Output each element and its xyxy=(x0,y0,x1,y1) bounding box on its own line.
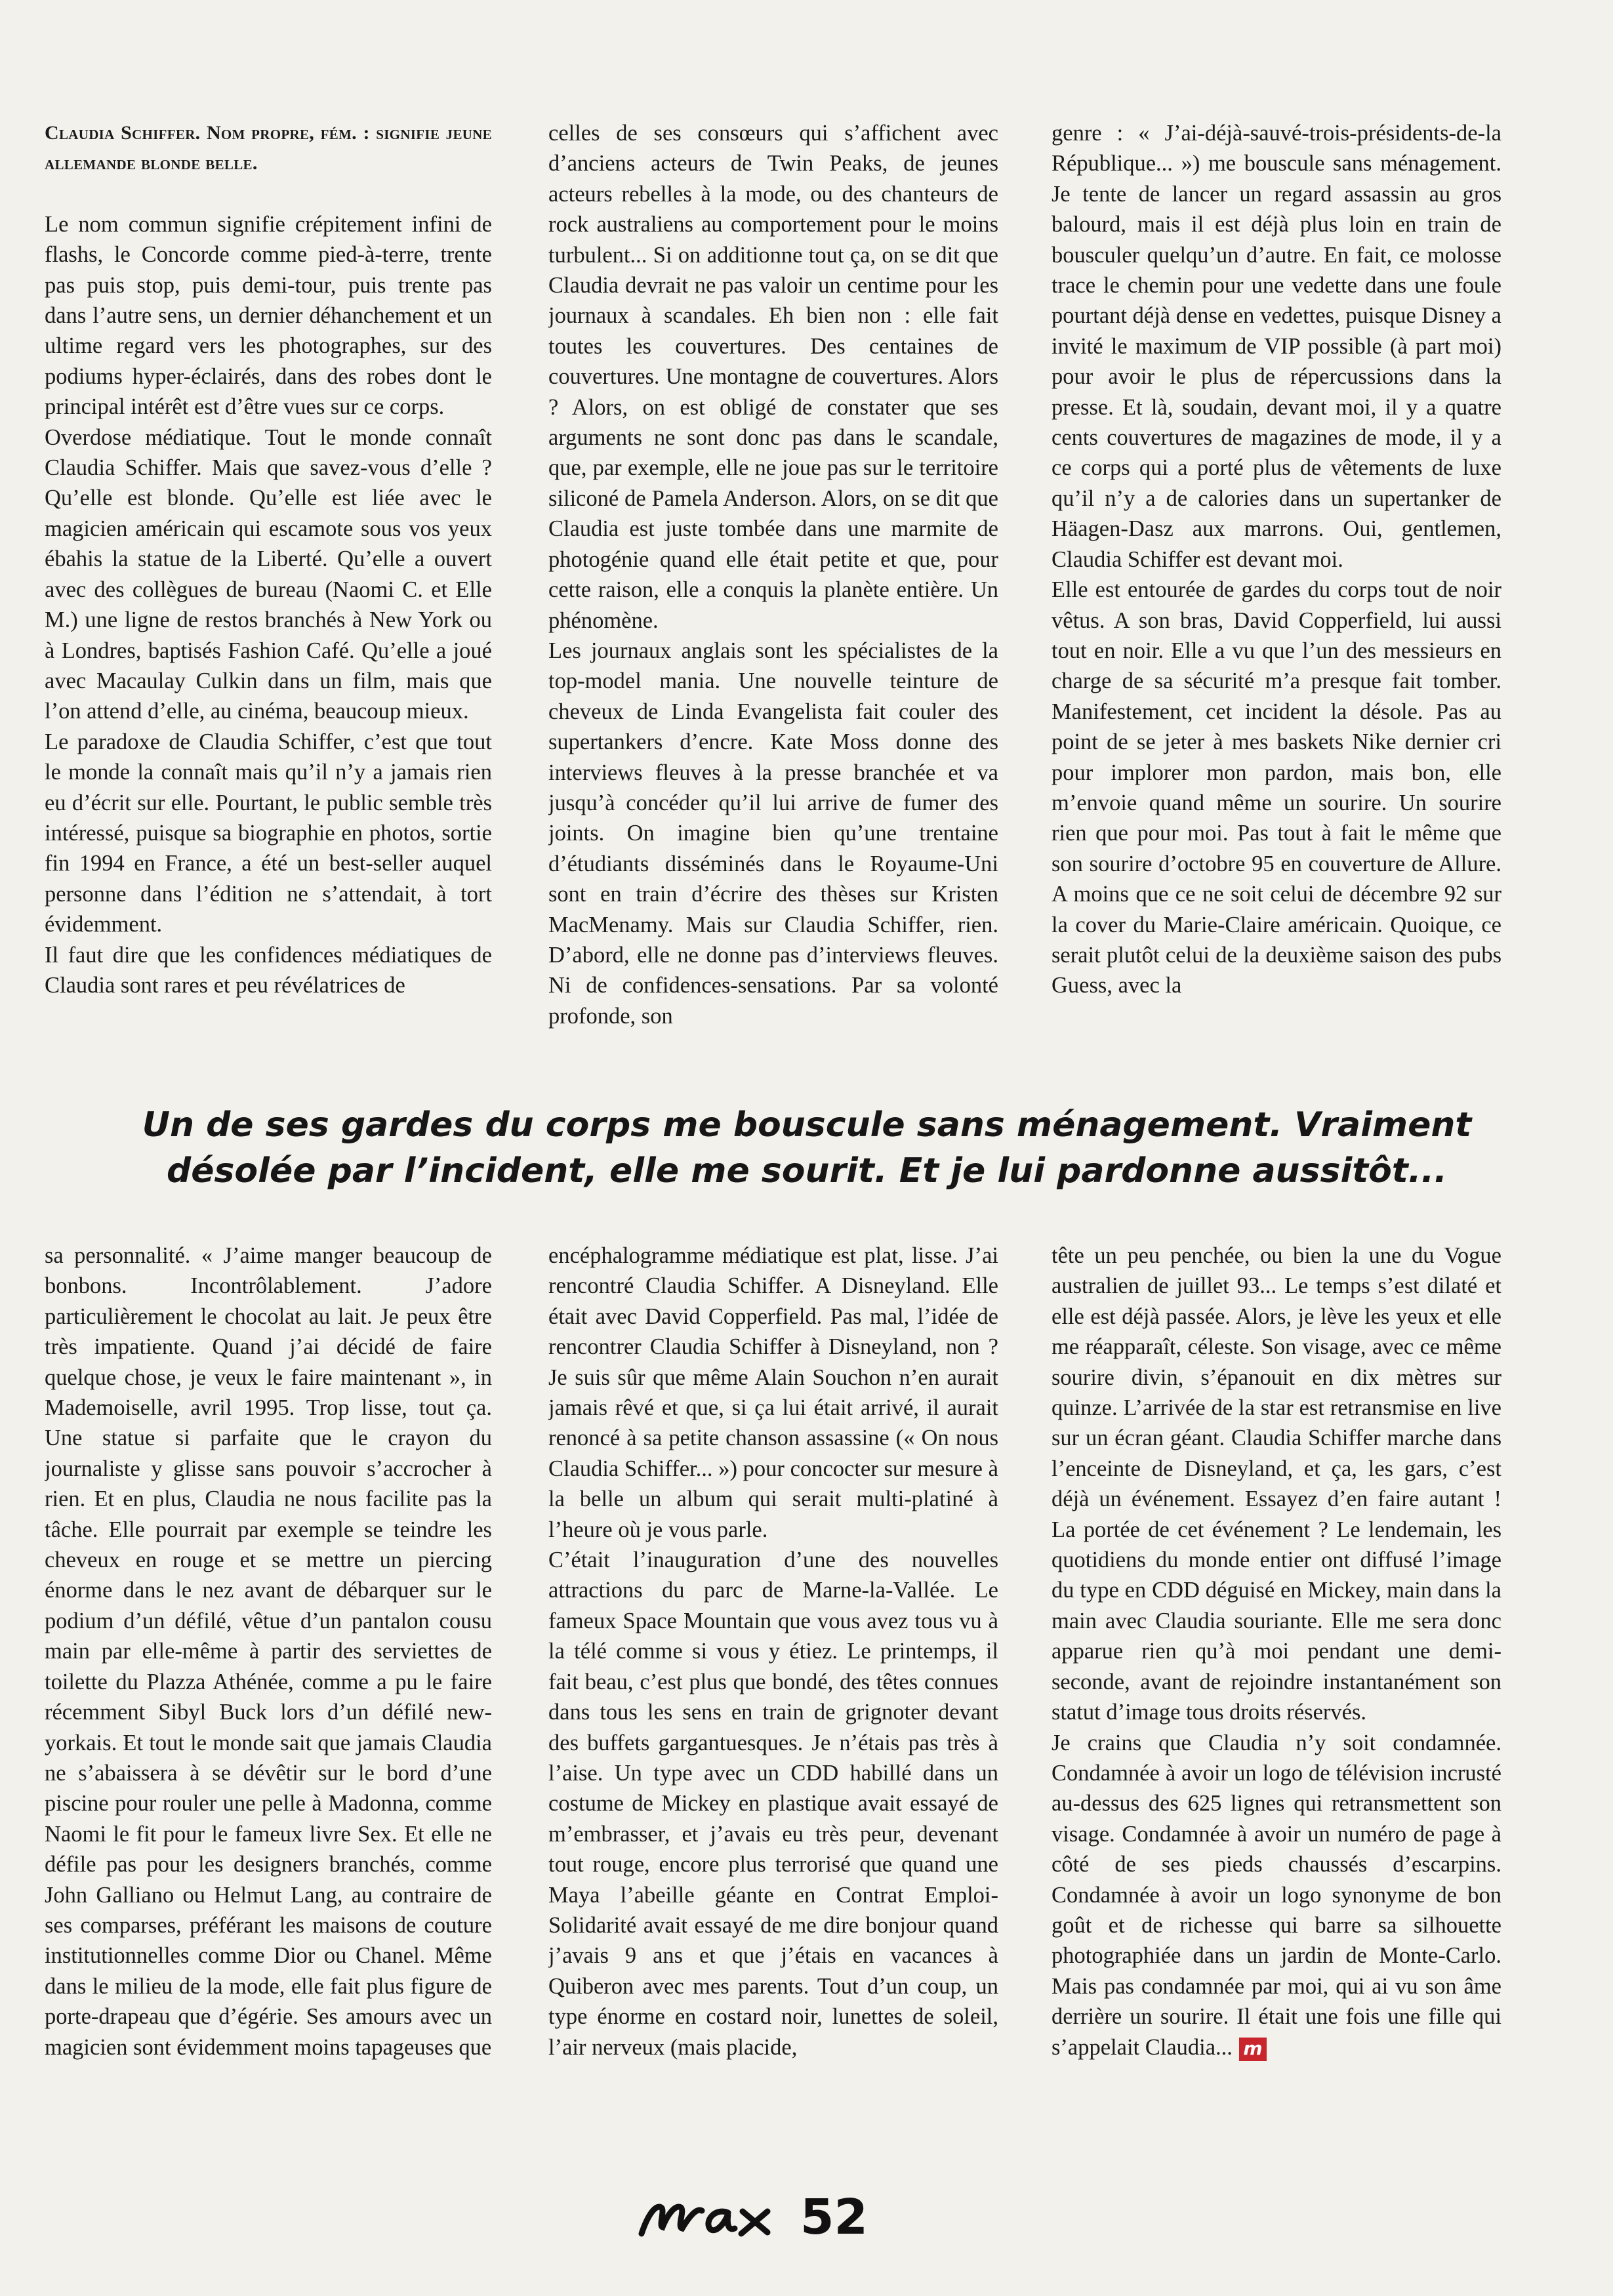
page-footer xyxy=(636,2184,868,2250)
paragraph: Le paradoxe de Claudia Schiffer, c’est que tout le monde la connaît mais qu’il n’y a jamais rien eu d’écrit sur elle. Pourtant, le public semble très intéressé, puisque sa biographie en photos, sortie fin 1994 en France, a été un best-seller auquel personne dans l’édition ne s’attendait, à tort évidemment. xyxy=(45,729,492,937)
paragraph: Overdose médiatique. Tout le monde connaît Claudia Schiffer. Mais que savez-vous d’elle ? Qu’elle est blonde. Qu’elle est liée avec le magicien américain qui escamote sous vos yeux ébahis la statue de la Liberté. Qu’elle a ouvert avec des collègues de bureau (Naomi C. et Elle M.) une ligne de restos branchés à New York ou à Londres, baptisés Fashion Café. Qu’elle a joué avec Macaulay Culkin dans un film, mais que l’on attend d’elle, au cinéma, beaucoup mieux. xyxy=(45,424,492,724)
paragraph-text: Je crains que Claudia n’y soit condamnée. Condamnée à avoir un logo de télévision incrusté au-dessus des 625 lignes qui retransmettent son visage. Condamnée à avoir un numéro de page à côté de ses pieds chaussés d’escarpins. Condamnée à avoir un logo synonyme de bon goût et de richesse qui barre sa silhouette photographiée dans un jardin de Monte-Carlo. Mais pas condamnée par moi, qui ai vu son âme derrière un sourire. Il était une fois une fille qui s’appelait Claudia... xyxy=(1052,1730,1501,2060)
article-lead: Claudia Schiffer. Nom propre, fém. : signifie jeune allemande blonde belle. xyxy=(45,122,492,174)
column-2-bottom xyxy=(548,1240,998,2152)
column-2-top xyxy=(548,118,998,1082)
column-1-bottom xyxy=(45,1240,492,2152)
end-mark-icon: m xyxy=(1239,2038,1267,2061)
column-3-bottom xyxy=(1052,1240,1501,2152)
column-1-top xyxy=(45,118,492,1082)
paragraph: Les journaux anglais sont les spécialistes de la top-model mania. Une nouvelle teinture de cheveux de Linda Evangelista fait couler des supertankers d’encre. Kate Moss donne des interviews fleuves à la presse branchée et va jusqu’à concéder qu’il lui arrive de fumer des joints. On imagine bien qu’une trentaine d’étudiants disséminés dans le Royaume-Uni sont en train d’écrire des thèses sur Kristen MacMenamy. Mais sur Claudia Schiffer, rien. D’abord, elle ne donne pas d’interviews fleuves. Ni de confidences-sensations. Par sa volonté profonde, son xyxy=(548,638,998,1029)
page-number: 52 xyxy=(800,2189,868,2245)
paragraph: C’était l’inauguration d’une des nouvelles attractions du parc de Marne-la-Vallée. Le fameux Space Mountain que vous avez tous vu à la télé comme si vous y étiez. Le printemps, il fait beau, c’est plus que bondé, des têtes connues dans tous les sens en train de grignoter devant des buffets gargantuesques. Je n’étais pas très à l’aise. Un type avec un CDD habillé dans un costume de Mickey en plastique avait essayé de m’embrasser, et j’avais eu très peur, devenant tout rouge, encore plus terrorisé que quand une Maya l’abeille géante en Contrat Emploi-Solidarité avait essayé de me dire bonjour quand j’avais 9 ans et que j’étais en vacances à Quiberon avec mes parents. Tout d’un coup, un type énorme en costard noir, lunettes de soleil, l’air nerveux (mais placide, xyxy=(548,1548,998,2060)
paragraph: Elle est entourée de gardes du corps tout de noir vêtus. A son bras, David Copperfield, lui aussi tout en noir. Elle a vu que l’un des messieurs en charge de sa sécurité m’a presque fait tomber. Manifestement, cet incident la désole. Pas au point de se jeter à mes baskets Nike dernier cri pour implorer mon pardon, mais bon, elle m’envoie quand même un sourire. Un sourire rien que pour moi. Pas tout à fait le même que son sourire d’octobre 95 en couverture de Allure. A moins que ce ne soit celui de décembre 92 sur la cover du Marie-Claire américain. Quoique, ce serait plutôt celui de la deuxième saison des pubs Guess, avec la xyxy=(1052,577,1501,998)
paragraph xyxy=(1052,1728,1501,2062)
pull-quote: Un de ses gardes du corps me bouscule sans ménagement. Vraiment désolée par l’incident, elle me sourit. Et je lui pardonne aussitôt... xyxy=(142,1105,1472,1191)
paragraph: tête un peu penchée, ou bien la une du Vogue australien de juillet 93... Le temps s’est dilaté et elle est déjà passée. Alors, je lève les yeux et elle me réapparaît, céleste. Son visage, avec ce même sourire divin, s’épanouit en dix mètres sur quinze. L’arrivée de la star est retransmise en live sur un écran géant. Claudia Schiffer marche dans l’enceinte de Disneyland, et ça, les gars, c’est déjà un événement. Essayez d’en faire autant ! La portée de cet événement ? Le lendemain, les quotidiens du monde entier ont diffusé l’image du type en CDD déguisé en Mickey, main dans la main avec Claudia souriante. Elle me sera donc apparue rien qu’à moi pendant une demi-seconde, avant de rejoindre instantanément son statut d’image tous droits réservés. xyxy=(1052,1243,1501,1725)
paragraph: sa personnalité. « J’aime manger beaucoup de bonbons. Incontrôlablement. J’adore particulièrement le chocolat au lait. Je peux être très impatiente. Quand j’ai décidé de faire quelque chose, je veux le faire maintenant », in Mademoiselle, avril 1995. Trop lisse, tout ça. Une statue si parfaite que le crayon du journaliste y glisse sans pouvoir s’accrocher à rien. Et en plus, Claudia ne nous facilite pas la tâche. Elle pourrait par exemple se teindre les cheveux en rouge et se mettre un piercing énorme dans le nez avant de débarquer sur le podium d’un défilé, vêtue d’un pantalon cousu main par elle-même à partir des serviettes de toilette du Plazza Athénée, comme a pu le faire récemment Sibyl Buck lors d’un défilé new-yorkais. Et tout le monde sait que jamais Claudia ne s’abaissera à se dévêtir sur le bord d’une piscine pour rouler une pelle à Madonna, comme Naomi le fit pour le fameux livre Sex. Et elle ne défile pas pour les designers branchés, comme John Galliano ou Helmut Lang, au contraire de ses comparses, préférant les maisons de couture institutionnelles comme Dior ou Chanel. Même dans le milieu de la mode, elle fait plus figure de porte-drapeau que d’égérie. Ses amours avec un magicien sont évidemment moins tapageuses que xyxy=(45,1243,492,2060)
max-logo xyxy=(636,2188,787,2247)
paragraph: celles de ses consœurs qui s’affichent avec d’anciens acteurs de Twin Peaks, de jeunes acteurs rebelles à la mode, ou des chanteurs de rock australiens au comportement pour le moins turbulent... Si on additionne tout ça, on se dit que Claudia devrait ne pas valoir un centime pour les journaux à scandales. Eh bien non : elle fait toutes les couvertures. Des centaines de couvertures. Une montagne de couvertures. Alors ? Alors, on est obligé de constater que ses arguments ne sont donc pas dans le scandale, que, par exemple, elle ne joue pas sur le territoire siliconé de Pamela Anderson. Alors, on se dit que Claudia est juste tombée dans une marmite de photogénie quand elle était petite et que, pour cette raison, elle a conquis la planète entière. Un phénomène. xyxy=(548,121,998,633)
paragraph: Il faut dire que les confidences médiatiques de Claudia sont rares et peu révélatrices de xyxy=(45,942,492,998)
column-3-top xyxy=(1052,118,1501,1082)
paragraph: encéphalogramme médiatique est plat, lisse. J’ai rencontré Claudia Schiffer. A Disneyland. Elle était avec David Copperfield. Pas mal, l’idée de rencontrer Claudia Schiffer à Disneyland, non ? Je suis sûr que même Alain Souchon n’en aurait jamais rêvé et que, si ça lui était arrivé, il aurait renoncé à sa petite chanson assassine (« On nous Claudia Schiffer... ») pour concocter sur mesure à la belle un album qui serait multi-platiné à l’heure où je vous parle. xyxy=(548,1243,998,1542)
paragraph: Le nom commun signifie crépitement infini de flashs, le Concorde comme pied-à-terre, trente pas puis stop, puis demi-tour, puis trente pas dans l’autre sens, un dernier déhanchement et un ultime regard vers les photographes, sur des podiums hyper-éclairés, dans des robes dont le principal intérêt est d’être vues sur ce corps. xyxy=(45,211,492,420)
paragraph: genre : « J’ai-déjà-sauvé-trois-présidents-de-la République... ») me bouscule sans ménagement. Je tente de lancer un regard assassin au gros balourd, mais il est déjà plus loin en train de bousculer quelqu’un d’autre. En fait, ce molosse trace le chemin pour une vedette dans une foule pourtant déjà dense en vedettes, puisque Disney a invité le maximum de VIP possible (à part moi) pour avoir le plus de répercussions dans la presse. Et là, soudain, devant moi, il y a quatre cents couvertures de magazines de mode, il y a ce corps qui a porté plus de vêtements de luxe qu’il n’y a de calories dans un supertanker de Häagen-Dasz aux marrons. Oui, gentlemen, Claudia Schiffer est devant moi. xyxy=(1052,121,1501,572)
